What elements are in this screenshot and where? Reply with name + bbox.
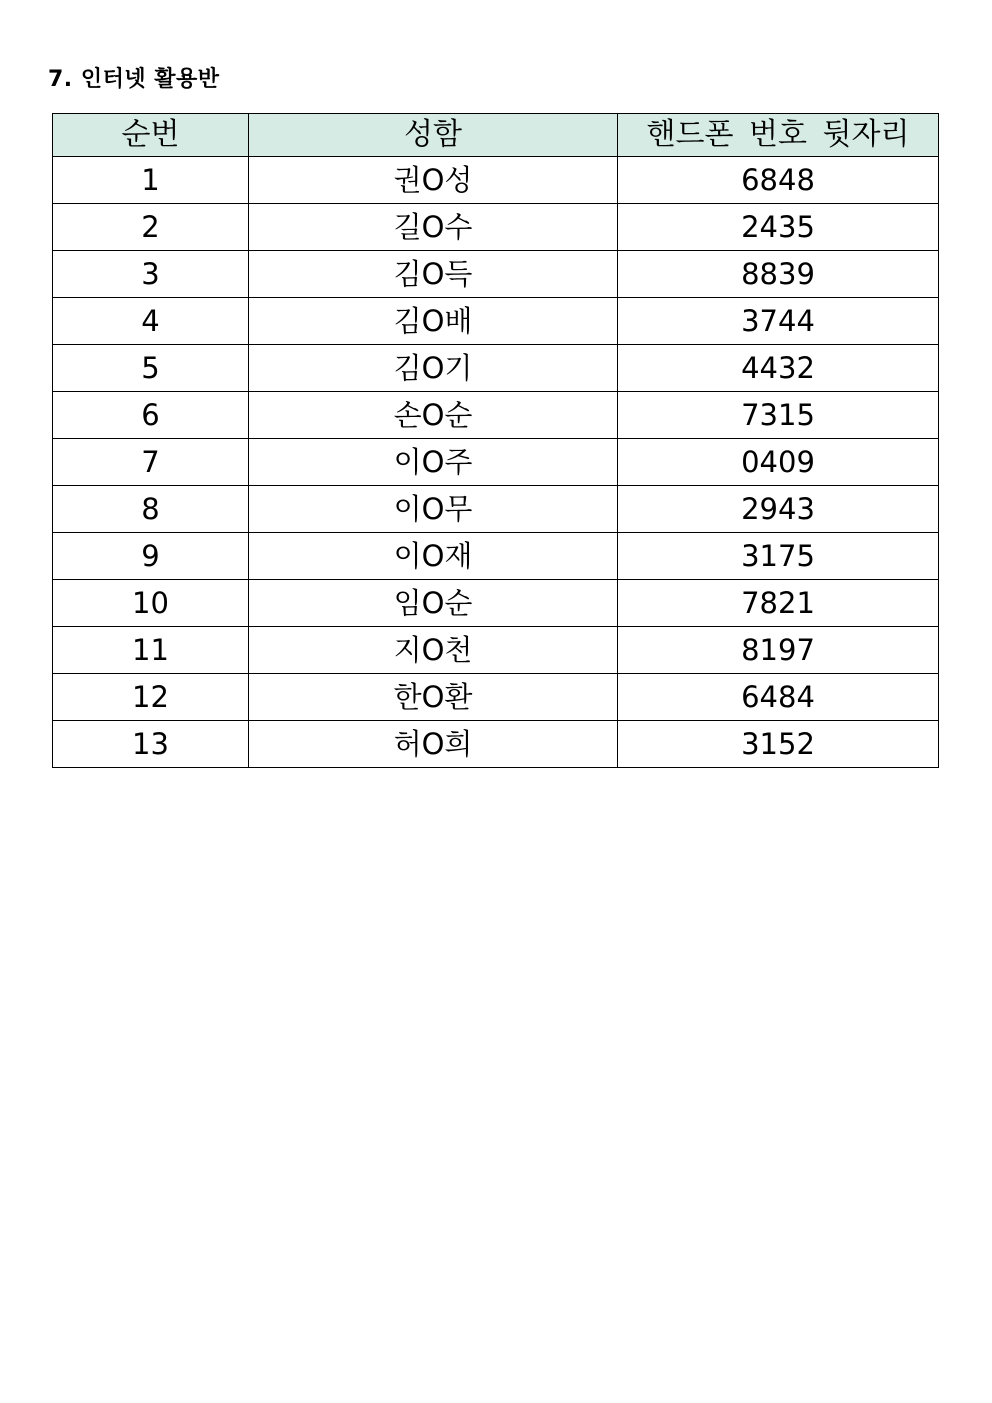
- cell-name: 이O재: [249, 533, 618, 580]
- cell-name: 김O기: [249, 345, 618, 392]
- cell-phone: 6484: [618, 674, 939, 721]
- cell-name: 이O주: [249, 439, 618, 486]
- cell-phone: 3152: [618, 721, 939, 768]
- cell-number: 4: [53, 298, 249, 345]
- table-row: [53, 298, 939, 345]
- table-row: [53, 251, 939, 298]
- cell-phone: 3175: [618, 533, 939, 580]
- cell-phone: 8197: [618, 627, 939, 674]
- table-row: [53, 674, 939, 721]
- cell-number: 8: [53, 486, 249, 533]
- cell-number: 9: [53, 533, 249, 580]
- cell-name: 권O성: [249, 157, 618, 204]
- cell-name: 지O천: [249, 627, 618, 674]
- header-number: 순번: [53, 114, 249, 157]
- cell-number: 13: [53, 721, 249, 768]
- cell-phone: 7315: [618, 392, 939, 439]
- cell-name: 한O환: [249, 674, 618, 721]
- cell-number: 6: [53, 392, 249, 439]
- cell-phone: 2435: [618, 204, 939, 251]
- cell-name: 이O무: [249, 486, 618, 533]
- header-name: 성함: [249, 114, 618, 157]
- participant-table: [52, 113, 939, 768]
- table-row: [53, 439, 939, 486]
- table-row: [53, 345, 939, 392]
- header-phone: 핸드폰 번호 뒷자리: [618, 114, 939, 157]
- cell-phone: 7821: [618, 580, 939, 627]
- table-row: [53, 486, 939, 533]
- cell-phone: 4432: [618, 345, 939, 392]
- cell-phone: 0409: [618, 439, 939, 486]
- cell-name: 길O수: [249, 204, 618, 251]
- cell-phone: 8839: [618, 251, 939, 298]
- cell-number: 10: [53, 580, 249, 627]
- table-row: [53, 627, 939, 674]
- table-header-row: [53, 114, 939, 157]
- cell-phone: 2943: [618, 486, 939, 533]
- cell-name: 임O순: [249, 580, 618, 627]
- cell-name: 허O희: [249, 721, 618, 768]
- cell-number: 7: [53, 439, 249, 486]
- section-title: 7. 인터넷 활용반: [48, 67, 220, 92]
- table-row: [53, 533, 939, 580]
- table-row: [53, 204, 939, 251]
- cell-name: 손O순: [249, 392, 618, 439]
- cell-number: 12: [53, 674, 249, 721]
- cell-number: 3: [53, 251, 249, 298]
- table-row: [53, 392, 939, 439]
- cell-number: 11: [53, 627, 249, 674]
- table-row: [53, 157, 939, 204]
- cell-phone: 3744: [618, 298, 939, 345]
- cell-number: 5: [53, 345, 249, 392]
- cell-number: 2: [53, 204, 249, 251]
- cell-phone: 6848: [618, 157, 939, 204]
- cell-number: 1: [53, 157, 249, 204]
- cell-name: 김O득: [249, 251, 618, 298]
- table-row: [53, 721, 939, 768]
- cell-name: 김O배: [249, 298, 618, 345]
- table-row: [53, 580, 939, 627]
